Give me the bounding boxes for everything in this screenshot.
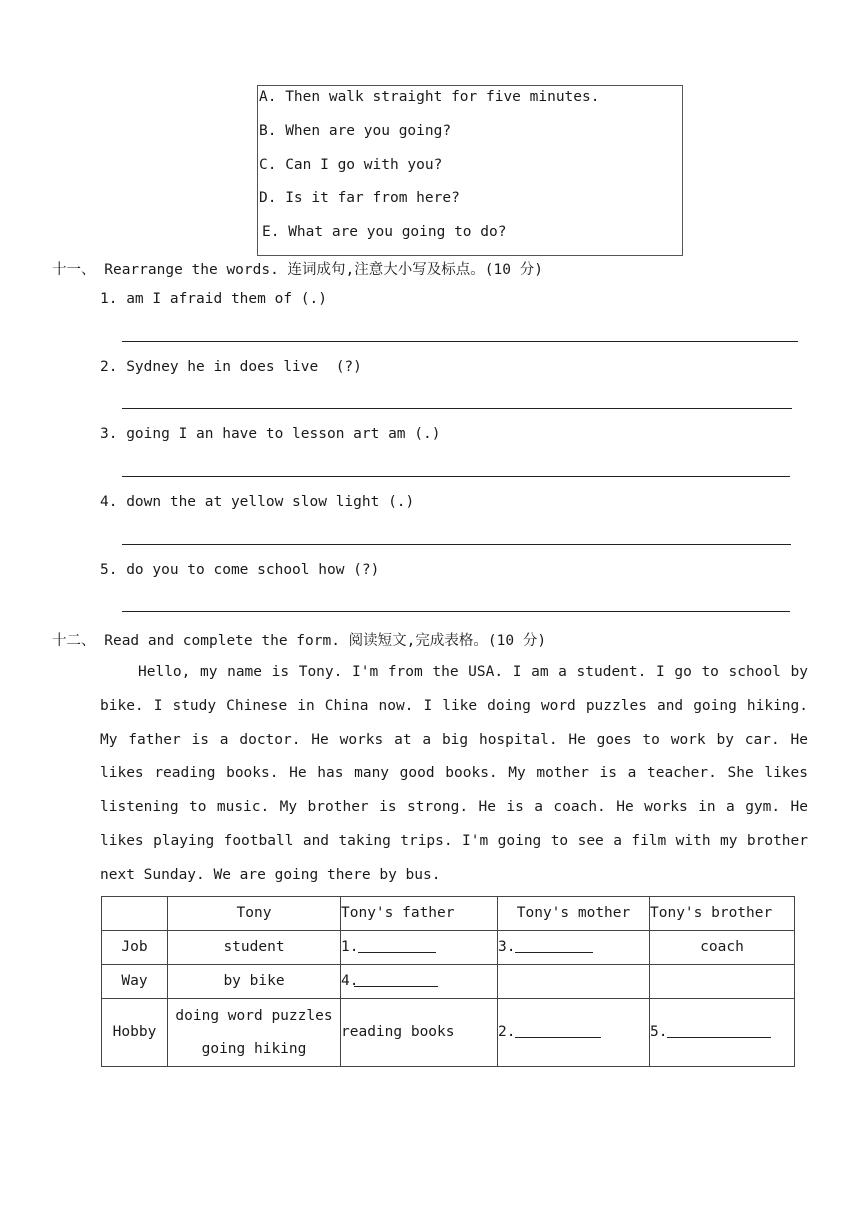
table-row-way xyxy=(102,965,795,999)
option-e: E. What are you going to do? xyxy=(262,224,507,240)
cell-mother-hobby[interactable] xyxy=(498,999,650,1067)
cell-mother-way[interactable] xyxy=(498,965,650,999)
tony-hobby-2: going hiking xyxy=(201,1040,307,1057)
table-row-hobby xyxy=(102,999,795,1067)
cell-brother-way[interactable] xyxy=(650,965,795,999)
section-12-number: 十二、 xyxy=(52,633,96,649)
section-11-number: 十一、 xyxy=(52,262,96,278)
cell-father-job[interactable] xyxy=(341,931,498,965)
blank-number-5: 5. xyxy=(650,1024,668,1040)
blank-number-4: 4. xyxy=(341,973,359,989)
header-mother: Tony's mother xyxy=(498,897,650,931)
section-11-heading xyxy=(52,258,543,279)
rearrange-item-1: 1. am I afraid them of (.) xyxy=(100,291,327,307)
rearrange-item-4: 4. down the at yellow slow light (.) xyxy=(100,494,415,510)
blank-number-3: 3. xyxy=(498,939,516,955)
row-label-way: Way xyxy=(102,965,168,999)
passage-text: Hello, my name is Tony. I'm from the USA. I am a student. I go to school by bike. I study Chinese in China now. I like doing word puzzles and going hiking. My father is a doctor. He works at a big hospital. He goes to work by car. He likes reading books. He has many good books. My mother is a teacher. She likes listening to music. My brother is strong. He is a coach. He works in a gym. He likes playing football and taking trips. I'm going to see a film with my brother next Sunday. We are going there by bus. xyxy=(100,664,808,883)
rearrange-item-3: 3. going I an have to lesson art am (.) xyxy=(100,426,441,442)
cell-tony-hobby xyxy=(168,999,341,1067)
blank-line-3[interactable] xyxy=(515,935,593,953)
option-b: B. When are you going? xyxy=(259,123,452,139)
section-12-title: Read and complete the form. 阅读短文,完成表格。(10 分) xyxy=(104,633,547,649)
option-a: A. Then walk straight for five minutes. xyxy=(259,89,600,105)
header-brother: Tony's brother xyxy=(650,897,795,931)
cell-brother-hobby[interactable] xyxy=(650,999,795,1067)
rearrange-item-5: 5. do you to come school how (?) xyxy=(100,562,380,578)
answer-line-1[interactable] xyxy=(122,341,798,342)
answer-line-4[interactable] xyxy=(122,544,791,545)
header-empty xyxy=(102,897,168,931)
reading-passage xyxy=(100,656,808,893)
option-d: D. Is it far from here? xyxy=(259,190,460,206)
cell-brother-job: coach xyxy=(650,931,795,965)
section-12-heading xyxy=(52,629,546,650)
cell-mother-job[interactable] xyxy=(498,931,650,965)
blank-line-5[interactable] xyxy=(667,1020,771,1038)
cell-tony-job: student xyxy=(168,931,341,965)
blank-number-1: 1. xyxy=(341,939,359,955)
section-11-title: Rearrange the words. 连词成句,注意大小写及标点。(10 分) xyxy=(104,262,543,278)
options-box xyxy=(257,85,683,256)
table-row-job xyxy=(102,931,795,965)
tony-hobby-1: doing word puzzles xyxy=(175,1007,333,1024)
rearrange-item-2: 2. Sydney he in does live (?) xyxy=(100,359,362,375)
cell-tony-way: by bike xyxy=(168,965,341,999)
answer-line-2[interactable] xyxy=(122,408,792,409)
answer-line-3[interactable] xyxy=(122,476,790,477)
header-tony: Tony xyxy=(168,897,341,931)
blank-line-1[interactable] xyxy=(358,935,436,953)
cell-father-way[interactable] xyxy=(341,965,498,999)
row-label-job: Job xyxy=(102,931,168,965)
cell-father-hobby: reading books xyxy=(341,999,498,1067)
table-header-row xyxy=(102,897,795,931)
blank-number-2: 2. xyxy=(498,1024,516,1040)
blank-line-4[interactable] xyxy=(354,969,438,987)
option-c: C. Can I go with you? xyxy=(259,157,443,173)
answer-line-5[interactable] xyxy=(122,611,790,612)
completion-form xyxy=(101,896,795,1067)
row-label-hobby: Hobby xyxy=(102,999,168,1067)
header-father: Tony's father xyxy=(341,897,498,931)
blank-line-2[interactable] xyxy=(515,1020,601,1038)
